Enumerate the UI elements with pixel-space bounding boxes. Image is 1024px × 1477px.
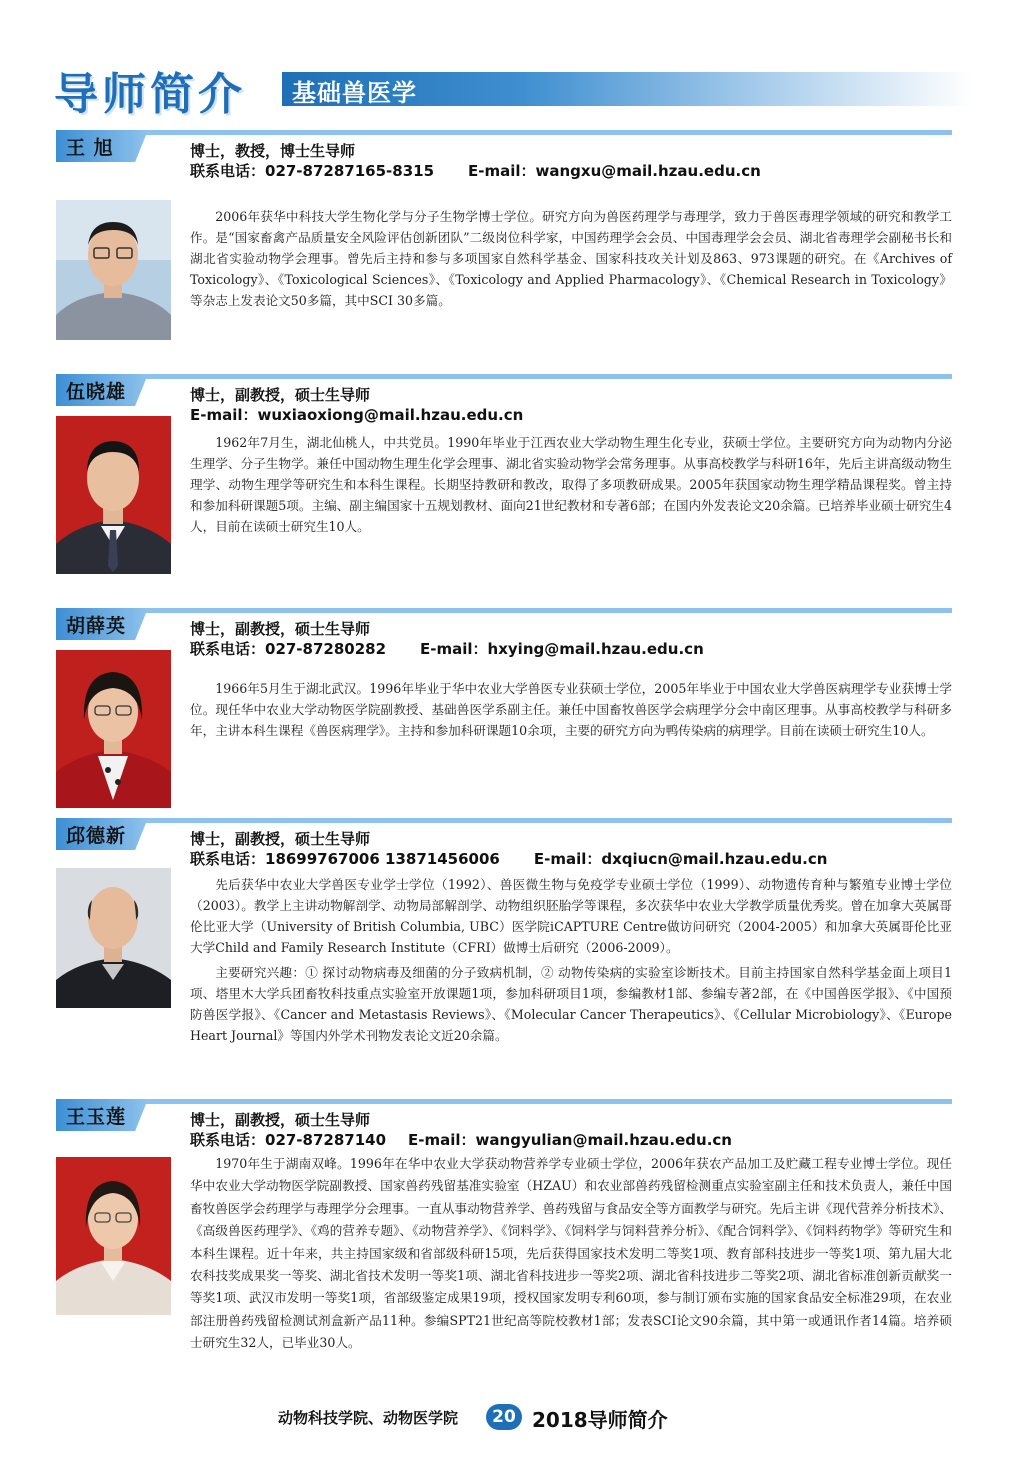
mentor-title: 博士，副教授，硕士生导师 xyxy=(190,620,371,638)
mentor-phone: 联系电话：18699767006 13871456006 xyxy=(190,850,500,868)
section-rule xyxy=(140,130,952,135)
mentor-photo xyxy=(56,868,171,1008)
mentor-phone: 联系电话：027-87287140 xyxy=(190,1131,387,1149)
mentor-photo xyxy=(56,650,171,808)
mentor-phone: 联系电话：027-87280282 xyxy=(190,640,387,658)
mentor-name: 邱德新 xyxy=(66,825,127,847)
page-number: 20 xyxy=(486,1404,522,1430)
mentor-photo xyxy=(56,416,171,574)
mentor-contact xyxy=(190,404,523,425)
mentor-title: 博士，副教授，硕士生导师 xyxy=(190,830,371,848)
mentor-title: 博士，副教授，硕士生导师 xyxy=(190,386,371,404)
mentor-contact xyxy=(190,848,827,869)
mentor-bio xyxy=(190,432,952,537)
mentor-name: 伍晓雄 xyxy=(66,381,127,403)
bio-paragraph: 1962年7月生，湖北仙桃人，中共党员。1990年毕业于江西农业大学动物生理生化专业，获硕士学位。主要研究方向为动物内分泌生理学、分子生物学。兼任中国动物生理生化学会理事、湖北省实验动物学会常务理事。从事高校教学与科研16年，先后主讲高级动物生理学、动物生理学等研究生和本科生课程。长期坚持教研和教改，取得了多项教研成果。2005年获国家动物生理学精品课程奖。曾主持和参加科研课题5项。主编、副主编国家十五规划教材、面向21世纪教材和专著6部；在国内外发表论文20余篇。已培养毕业硕士研究生4人，目前在读硕士研究生10人。 xyxy=(190,435,952,534)
section-rule xyxy=(140,608,952,613)
mentor-bio xyxy=(190,874,952,1046)
section-rule xyxy=(140,1099,952,1104)
mentor-title: 博士，教授，博士生导师 xyxy=(190,142,356,160)
mentor-email[interactable]: E-mail：dxqiucn@mail.hzau.edu.cn xyxy=(533,850,828,868)
section-rule xyxy=(140,374,952,379)
mentor-photo xyxy=(56,200,171,340)
mentor-bio xyxy=(190,678,952,741)
mentor-contact xyxy=(190,1129,732,1150)
mentor-photo xyxy=(56,1157,171,1315)
mentor-email[interactable]: E-mail：hxying@mail.hzau.edu.cn xyxy=(420,640,704,658)
mentor-contact xyxy=(190,638,704,659)
bio-paragraph: 1970年生于湖南双峰。1996年在华中农业大学获动物营养学专业硕士学位，2006年获农产品加工及贮藏工程专业博士学位。现任华中农业大学动物医学院副教授、国家兽药残留基准实验室（HZAU）和农业部兽药残留检测重点实验室副主任和技术负责人，兼任中国畜牧兽医学会药理学与毒理学分会理事。一直从事动物营养学、兽药残留与食品安全等方面教学与研究。先后主讲《现代营养分析技术》、《高级兽医药理学》、《鸡的营养专题》、《动物营养学》、《饲料学》、《饲料学与饲料营养分析》、《配合饲料学》、《饲料药物学》等研究生和本科生课程。近十年来，共主持国家级和省部级科研15项，先后获得国家技术发明二等奖1项、教育部科技进步一等奖1项、第九届大北农科技奖成果奖一等奖、湖北省技术发明一等奖1项、湖北省科技进步一等奖2项、湖北省科技进步二等奖2项、湖北省标准创新贡献奖一等奖1项、武汉市发明一等奖1项，省部级鉴定成果19项，授权国家发明专利60项，参与制订颁布实施的国家食品安全标准29项，在农业部注册兽药残留检测试剂盒新产品11种。参编SPT21世纪高等院校教材1部；发表SCI论文90余篇，其中第一或通讯作者14篇。培养硕士研究生32人，已毕业30人。 xyxy=(190,1156,952,1351)
mentor-bio xyxy=(190,1153,952,1355)
mentor-title: 博士，副教授，硕士生导师 xyxy=(190,1111,371,1129)
footer-booklet-title: 2018导师简介 xyxy=(532,1408,668,1432)
mentor-name: 王玉莲 xyxy=(66,1106,127,1128)
bio-paragraph: 1966年5月生于湖北武汉。1996年毕业于华中农业大学兽医专业获硕士学位，2005年毕业于中国农业大学兽医病理学专业获博士学位。现任华中农业大学动物医学院副教授、基础兽医学系副主任。兼任中国畜牧兽医学会病理学分会中南区理事。从事高校教学与科研多年，主讲本科生课程《兽医病理学》。主持和参加科研课题10余项，主要的研究方向为鸭传染病的病理学。目前在读硕士研究生10人。 xyxy=(190,681,952,738)
mentor-email[interactable]: E-mail：wangyulian@mail.hzau.edu.cn xyxy=(408,1131,732,1149)
mentor-name: 胡薛英 xyxy=(66,615,127,637)
bio-paragraph: 2006年获华中科技大学生物化学与分子生物学博士学位。研究方向为兽医药理学与毒理学，致力于兽医毒理学领域的研究和教学工作。是“国家畜禽产品质量安全风险评估创新团队”二级岗位科学家，中国药理学会会员、中国毒理学会会员、湖北省毒理学会副秘书长和湖北省实验动物学会理事。曾先后主持和参与多项国家自然科学基金、国家科技攻关计划及863、973课题的研究。在《Archives of Toxicology》、《Toxicological Sciences》、《Toxicology and Applied Pharmacology》、《Chemical Research in Toxicology》等杂志上发表论文50多篇，其中SCI 30多篇。 xyxy=(190,209,952,308)
mentor-phone: 联系电话：027-87287165-8315 xyxy=(190,162,435,180)
mentor-email[interactable]: E-mail：wangxu@mail.hzau.edu.cn xyxy=(468,162,761,180)
section-rule xyxy=(140,818,952,823)
mentor-contact xyxy=(190,160,761,181)
footer-college: 动物科技学院、动物医学院 xyxy=(278,1409,459,1427)
bio-paragraph: 先后获华中农业大学兽医专业学士学位（1992）、兽医微生物与免疫学专业硕士学位（1999）、动物遗传育种与繁殖专业博士学位（2003）。教学上主讲动物解剖学、动物局部解剖学、动物组织胚胎学等课程，多次获华中农业大学教学质量优秀奖。曾在加拿大英属哥伦比亚大学（University of British Columbia, UBC）医学院iCAPTURE Centre做访问研究（2004-2005）和加拿大英属哥伦比亚大学Child and Family Research Institute（CFRI）做博士后研究（2006-2009）。 xyxy=(190,877,952,955)
bio-paragraph: 主要研究兴趣：① 探讨动物病毒及细菌的分子致病机制，② 动物传染病的实验室诊断技术。目前主持国家自然科学基金面上项目1项、塔里木大学兵团畜牧科技重点实验室开放课题1项，参加科研项目1项，参编教材1部、参编专著2部，在《中国兽医学报》、《中国预防兽医学报》、《Cancer and Metastasis Reviews》、《Molecular Cancer Therapeutics》、《Cellular Microbiology》、《Europe Heart Journal》等国内外学术刊物发表论文近20余篇。 xyxy=(190,965,952,1043)
mentor-email[interactable]: E-mail：wuxiaoxiong@mail.hzau.edu.cn xyxy=(190,406,524,424)
page-title: 导师简介 xyxy=(54,69,246,120)
mentor-name: 王 旭 xyxy=(66,137,114,159)
department-title: 基础兽医学 xyxy=(292,79,417,107)
mentor-bio xyxy=(190,206,952,311)
